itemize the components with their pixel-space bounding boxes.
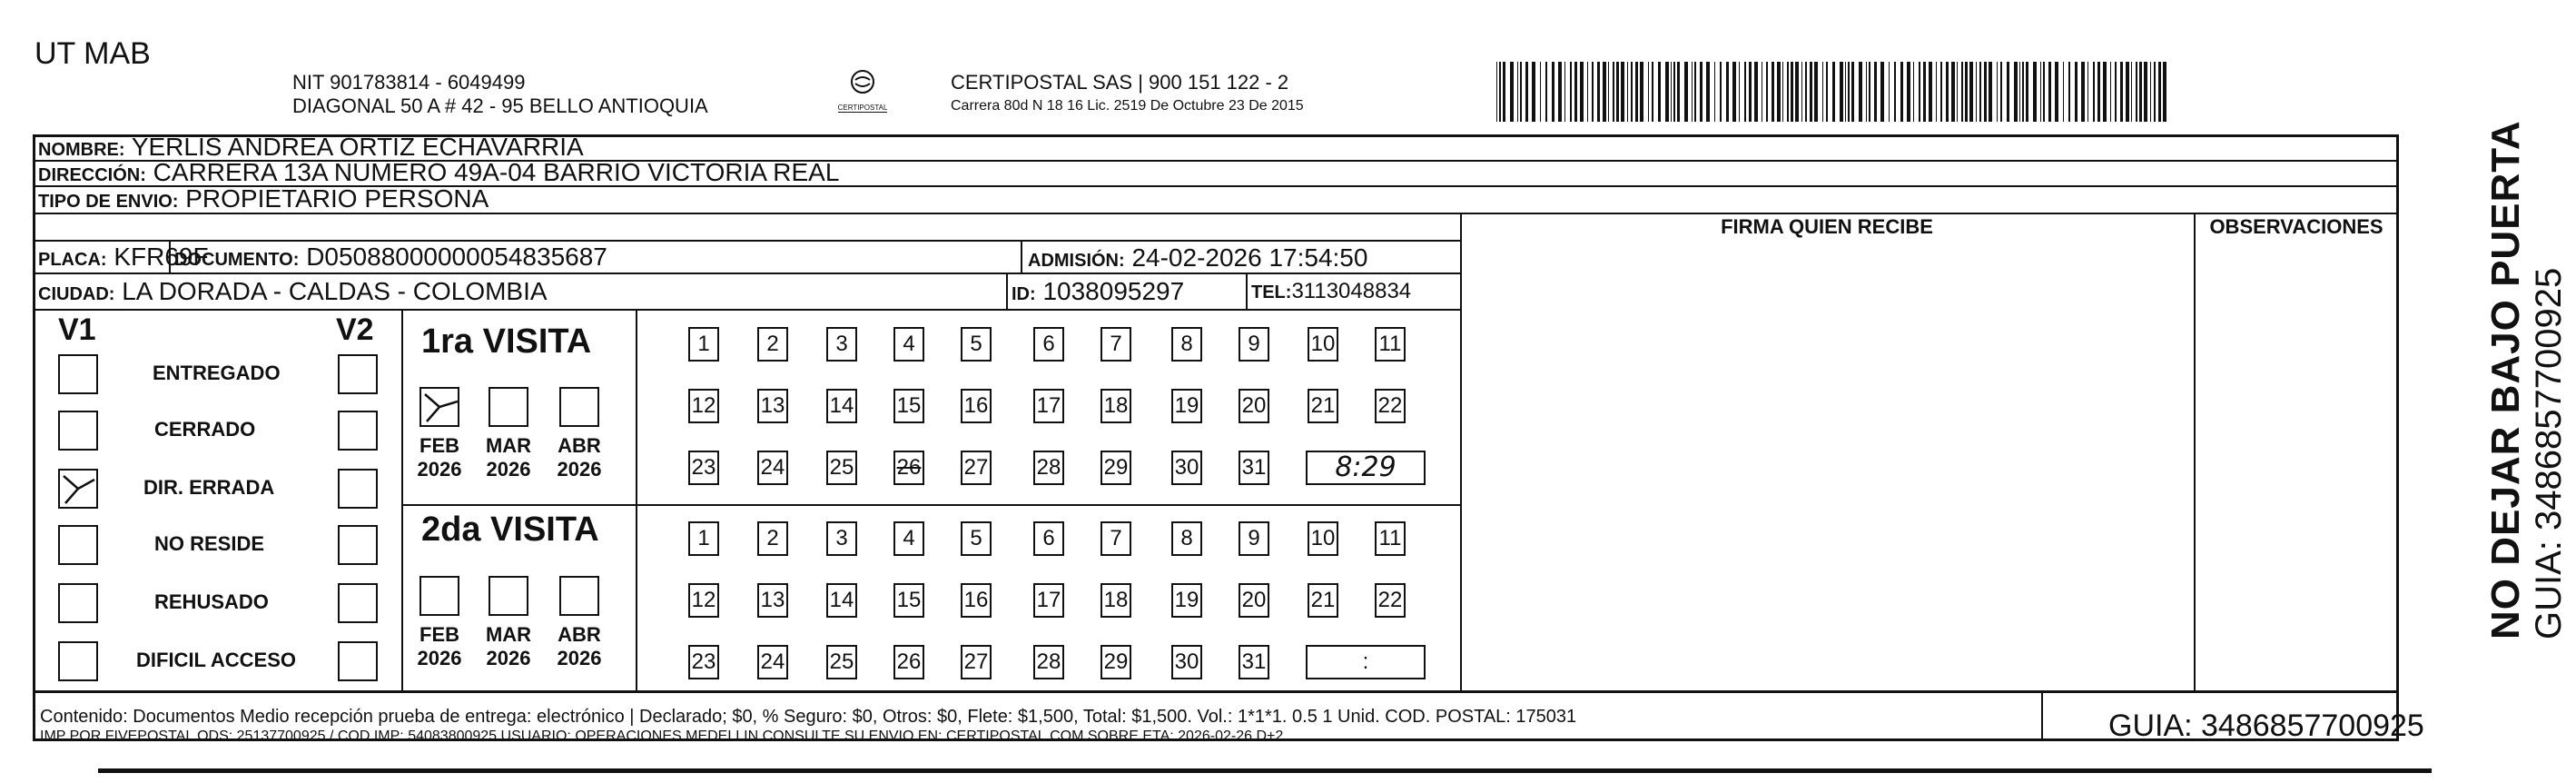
barcode-bar xyxy=(1621,62,1624,122)
month-year: 2026 xyxy=(486,458,531,481)
day-box[interactable]: 14 xyxy=(826,583,857,618)
barcode-bar xyxy=(1640,62,1643,122)
nit-line: NIT 901783814 - 6049499 xyxy=(292,71,526,94)
barcode-bar xyxy=(1648,62,1649,122)
day-box[interactable]: 13 xyxy=(757,583,788,618)
day-box[interactable]: 4 xyxy=(893,521,924,556)
nombre-label: NOMBRE: xyxy=(38,140,125,160)
visit2-title: 2da VISITA xyxy=(421,510,599,549)
v1-checkbox[interactable] xyxy=(58,469,98,509)
rule xyxy=(1246,273,1248,309)
v2-checkbox[interactable] xyxy=(338,641,378,681)
month-checkbox[interactable] xyxy=(419,576,459,616)
barcode-bar xyxy=(1848,62,1850,122)
barcode-bar xyxy=(2103,62,2107,122)
day-box[interactable]: 1 xyxy=(688,327,719,362)
no-dejar-notice: NO DEJAR BAJO PUERTA xyxy=(2483,120,2528,639)
day-box[interactable]: 24 xyxy=(757,645,788,679)
barcode-bar xyxy=(1694,62,1696,122)
day-box[interactable]: 23 xyxy=(688,645,719,679)
day-box[interactable]: 11 xyxy=(1375,521,1406,556)
day-box[interactable]: 10 xyxy=(1308,521,1338,556)
day-box[interactable]: 28 xyxy=(1033,645,1064,679)
month-label xyxy=(547,434,612,481)
barcode-bar xyxy=(1929,62,1932,122)
barcode-bar xyxy=(1545,62,1547,122)
day-box[interactable]: 5 xyxy=(961,327,992,362)
barcode-bar xyxy=(1496,62,1497,122)
status-label: NO RESIDE xyxy=(154,532,265,555)
day-box[interactable]: 19 xyxy=(1171,583,1202,618)
v1-label: V1 xyxy=(58,312,96,347)
tipo-label: TIPO DE ENVIO: xyxy=(38,192,179,212)
month-year: 2026 xyxy=(486,647,531,669)
barcode-bar xyxy=(1499,62,1501,122)
barcode-bar xyxy=(1936,62,1937,122)
day-box[interactable]: 4 xyxy=(893,327,924,362)
barcode-bar xyxy=(1720,62,1722,122)
barcode-bar xyxy=(1597,62,1600,122)
time-separator: : xyxy=(1362,649,1369,674)
barcode-bar xyxy=(2163,62,2166,122)
tel-label: TEL: xyxy=(1251,282,1292,302)
placa-value: KFR69F xyxy=(114,243,209,271)
barcode-bar xyxy=(2007,62,2009,122)
barcode-bar xyxy=(1919,62,1920,122)
barcode-bar xyxy=(1997,62,1998,122)
day-box[interactable]: 1 xyxy=(688,521,719,556)
barcode-bar xyxy=(1532,62,1535,122)
day-box[interactable]: 18 xyxy=(1100,389,1131,423)
day-box[interactable]: 7 xyxy=(1100,327,1131,362)
barcode-bar xyxy=(1810,62,1812,122)
month-checkbox[interactable] xyxy=(489,576,528,616)
barcode-bar xyxy=(2055,62,2058,122)
day-box[interactable]: 5 xyxy=(961,521,992,556)
barcode-bar xyxy=(2040,62,2041,122)
rule xyxy=(401,309,403,690)
month-name: MAR xyxy=(485,434,532,457)
admision-label: ADMISIÓN: xyxy=(1028,251,1125,271)
signature-header: FIRMA QUIEN RECIBE xyxy=(1721,215,1933,238)
barcode-bar xyxy=(1976,62,1977,122)
month-name: ABR xyxy=(558,434,601,457)
v2-checkbox[interactable] xyxy=(338,411,378,451)
day-box[interactable]: 24 xyxy=(757,451,788,485)
barcode-bar xyxy=(1732,62,1736,122)
day-box[interactable]: 3 xyxy=(826,327,857,362)
day-box[interactable]: 15 xyxy=(893,583,924,618)
barcode-bar xyxy=(1580,62,1584,122)
barcode-bar xyxy=(2019,62,2020,122)
v1-checkbox[interactable] xyxy=(58,411,98,451)
barcode-bar xyxy=(1613,62,1614,122)
barcode-bar xyxy=(1889,62,1890,122)
id-field xyxy=(1012,277,1184,306)
month-year: 2026 xyxy=(417,458,462,481)
address-field xyxy=(38,158,839,187)
barcode-bar xyxy=(1979,62,1981,122)
company-info xyxy=(292,71,708,118)
barcode-bar xyxy=(1700,62,1703,122)
barcode-bar xyxy=(1503,62,1505,122)
day-box[interactable]: 19 xyxy=(1171,389,1202,423)
barcode-bar xyxy=(1671,62,1672,122)
ciudad-value: LA DORADA - CALDAS - COLOMBIA xyxy=(122,277,548,305)
barcode-bar xyxy=(2158,62,2161,122)
barcode-bar xyxy=(1832,62,1835,122)
footer-info xyxy=(40,707,1576,747)
day-box[interactable]: 16 xyxy=(961,583,992,618)
barcode-bar xyxy=(2120,62,2123,122)
barcode-bar xyxy=(1984,62,1987,122)
day-box[interactable]: 30 xyxy=(1171,645,1202,679)
v1-checkbox[interactable] xyxy=(58,641,98,681)
day-box[interactable]: 2 xyxy=(757,521,788,556)
certipostal-logo xyxy=(822,69,903,116)
city-field xyxy=(38,277,548,306)
ciudad-label: CIUDAD: xyxy=(38,284,115,304)
barcode-bar xyxy=(2026,62,2028,122)
print-info-line: IMP POR FIVEPOSTAL ODS: 25137700925 / COD.IMP: 54083800925 USUARIO: OPERACIONES MEDELLIN CONSULTE SU ENVIO EN: CERTIPOSTAL.COM SOBRE ETA: 2026-02-26 D+2 xyxy=(40,728,1284,744)
barcode-bar xyxy=(1658,62,1661,122)
day-box[interactable]: 8 xyxy=(1171,327,1202,362)
barcode-bar xyxy=(2075,62,2078,122)
day-box[interactable]: 8 xyxy=(1171,521,1202,556)
barcode-bar xyxy=(1558,62,1562,122)
day-box[interactable]: 20 xyxy=(1239,389,1269,423)
day-box[interactable]: 11 xyxy=(1375,327,1406,362)
day-box[interactable]: 27 xyxy=(961,645,992,679)
v1-checkbox[interactable] xyxy=(58,354,98,394)
tel-value: 3113048834 xyxy=(1291,279,1412,303)
status-label: REHUSADO xyxy=(154,590,269,613)
tipo-value: PROPIETARIO PERSONA xyxy=(185,184,489,213)
day-box[interactable]: 12 xyxy=(688,583,719,618)
barcode-bar xyxy=(1859,62,1862,122)
barcode-bar xyxy=(1777,62,1781,122)
barcode-bar xyxy=(2033,62,2037,122)
day-box[interactable]: 15 xyxy=(893,389,924,423)
barcode-bar xyxy=(1874,62,1877,122)
day-box[interactable]: 17 xyxy=(1033,583,1064,618)
month-year: 2026 xyxy=(557,647,602,669)
barcode-bar xyxy=(1814,62,1818,122)
barcode-bar xyxy=(1801,62,1802,122)
barcode-bar xyxy=(1616,62,1619,122)
day-box[interactable]: 7 xyxy=(1100,521,1131,556)
barcode-bar xyxy=(2068,62,2070,122)
barcode-bar xyxy=(2000,62,2002,122)
barcode-bar xyxy=(1869,62,1870,122)
month-name: FEB xyxy=(419,434,459,457)
barcode-bar xyxy=(1749,62,1752,122)
barcode-bar xyxy=(1946,62,1949,122)
day-box[interactable]: 18 xyxy=(1100,583,1131,618)
time-box[interactable] xyxy=(1306,451,1426,485)
barcode-bar xyxy=(1520,62,1522,122)
day-box[interactable]: 13 xyxy=(757,389,788,423)
carrier-line: CERTIPOSTAL SAS | 900 151 122 - 2 xyxy=(951,71,1289,94)
barcode-bar xyxy=(1951,62,1955,122)
barcode-bar xyxy=(1894,62,1896,122)
barcode-bar xyxy=(1552,62,1554,122)
placa-label: PLACA: xyxy=(38,250,107,270)
bottom-rule xyxy=(98,768,2432,773)
time-box[interactable] xyxy=(1306,645,1426,679)
barcode-bar xyxy=(2115,62,2117,122)
barcode-bar xyxy=(1880,62,1884,122)
barcode-bar xyxy=(1940,62,1942,122)
barcode-bar xyxy=(1957,62,1958,122)
barcode-bar xyxy=(1822,62,1823,122)
v2-checkbox[interactable] xyxy=(338,583,378,623)
day-box[interactable]: 26 xyxy=(893,645,924,679)
month-label xyxy=(407,434,472,481)
month-name: MAR xyxy=(485,623,532,646)
barcode-bar xyxy=(1665,62,1669,122)
barcode-bar xyxy=(1574,62,1577,122)
id-value: 1038095297 xyxy=(1042,277,1185,305)
barcode-bar xyxy=(2131,62,2132,122)
direccion-value: CARRERA 13A NUMERO 49A-04 BARRIO VICTORIA REAL xyxy=(153,158,840,186)
day-box[interactable]: 6 xyxy=(1033,521,1064,556)
barcode-bar xyxy=(2144,62,2147,122)
day-box[interactable]: 23 xyxy=(688,451,719,485)
barcode-bar xyxy=(1673,62,1675,122)
barcode-bar xyxy=(1608,62,1609,122)
day-box[interactable]: 16 xyxy=(961,389,992,423)
barcode-bar xyxy=(1754,62,1758,122)
barcode-bar xyxy=(1851,62,1854,122)
barcode-bar xyxy=(1866,62,1867,122)
month-name: FEB xyxy=(419,623,459,646)
rule xyxy=(1021,240,1022,273)
barcode-bar xyxy=(2139,62,2142,122)
barcode-bar xyxy=(1510,62,1514,122)
barcode-bar xyxy=(1627,62,1628,122)
day-box[interactable]: 25 xyxy=(826,645,857,679)
barcode-bar xyxy=(2097,62,2100,122)
day-box[interactable]: 26 xyxy=(893,451,924,485)
barcode-bar xyxy=(1603,62,1606,122)
barcode-bar xyxy=(2154,62,2156,122)
month-name: ABR xyxy=(558,623,601,646)
day-box[interactable]: 27 xyxy=(961,451,992,485)
barcode-bar xyxy=(2043,62,2045,122)
barcode-bar xyxy=(1900,62,1903,122)
day-box[interactable]: 29 xyxy=(1100,645,1131,679)
document-field xyxy=(174,243,607,272)
logo-text: CERTIPOSTAL xyxy=(837,104,888,112)
phone-field xyxy=(1251,279,1411,304)
observations-header: OBSERVACIONES xyxy=(2209,215,2384,238)
barcode-bar xyxy=(1969,62,1973,122)
month-checkbox[interactable] xyxy=(559,576,599,616)
barcode-bar xyxy=(1540,62,1541,122)
day-box[interactable]: 31 xyxy=(1239,451,1269,485)
nombre-value: YERLIS ANDREA ORTIZ ECHAVARRIA xyxy=(131,133,584,161)
rule xyxy=(2041,690,2043,741)
month-checkbox[interactable] xyxy=(489,387,528,427)
barcode-bar xyxy=(2014,62,2018,122)
logo-icon xyxy=(844,69,881,98)
barcode-bar xyxy=(1772,62,1774,122)
address-line: DIAGONAL 50 A # 42 - 95 BELLO ANTIOQUIA xyxy=(292,94,708,117)
documento-value: D05088000000054835687 xyxy=(306,243,607,271)
day-box[interactable]: 14 xyxy=(826,389,857,423)
day-box[interactable]: 3 xyxy=(826,521,857,556)
admision-value: 24-02-2026 17:54:50 xyxy=(1131,243,1368,272)
barcode-bar xyxy=(1840,62,1843,122)
v2-checkbox[interactable] xyxy=(338,525,378,565)
barcode-bar xyxy=(1791,62,1793,122)
day-box[interactable]: 9 xyxy=(1239,327,1269,362)
day-box[interactable]: 21 xyxy=(1308,583,1338,618)
barcode-bar xyxy=(1692,62,1693,122)
barcode-bar xyxy=(1739,62,1740,122)
rule xyxy=(2194,213,2196,690)
barcode-bar xyxy=(1652,62,1653,122)
rule xyxy=(1006,273,1008,309)
handwritten-time: 8:29 xyxy=(1335,451,1397,483)
barcode-bar xyxy=(1913,62,1914,122)
month-label xyxy=(407,623,472,670)
day-box[interactable]: 6 xyxy=(1033,327,1064,362)
status-label: CERRADO xyxy=(154,418,256,441)
barcode-bar xyxy=(1684,62,1688,122)
month-checkbox[interactable] xyxy=(559,387,599,427)
admission-field xyxy=(1028,243,1367,273)
day-box[interactable]: 2 xyxy=(757,327,788,362)
barcode-bar xyxy=(1805,62,1807,122)
month-label xyxy=(476,623,541,670)
barcode-bar xyxy=(2110,62,2111,122)
visit1-title: 1ra VISITA xyxy=(421,322,592,361)
barcode-bar xyxy=(2126,62,2129,122)
barcode-bar xyxy=(2081,62,2085,122)
barcode-bar xyxy=(1706,62,1710,122)
rule xyxy=(33,690,2399,693)
day-box[interactable]: 30 xyxy=(1171,451,1202,485)
day-box[interactable]: 22 xyxy=(1375,583,1406,618)
day-box[interactable]: 17 xyxy=(1033,389,1064,423)
contents-line: Contenido: Documentos Medio recepción prueba de entrega: electrónico | Declarado; $0, % Seguro: $0, Otros: $0, Flete: $1,500, Total: $1,500. Vol.: 1*1*1. 0.5 1 Unid. COD. POSTAL: 175031 xyxy=(40,707,1577,727)
company-name: UT MAB xyxy=(35,36,151,71)
rule xyxy=(636,309,637,690)
month-year: 2026 xyxy=(557,458,602,481)
side-guia: GUIA: 3486857700925 xyxy=(2529,267,2569,639)
day-box[interactable]: 28 xyxy=(1033,451,1064,485)
day-box[interactable]: 21 xyxy=(1308,389,1338,423)
barcode-bar xyxy=(1923,62,1926,122)
v2-checkbox[interactable] xyxy=(338,354,378,394)
tracking-number: GUIA: 3486857700925 xyxy=(2108,709,2424,743)
barcode-bar xyxy=(1845,62,1846,122)
rule xyxy=(401,504,1460,506)
documento-label: DOCUMENTO: xyxy=(174,250,300,270)
day-box[interactable]: 10 xyxy=(1308,327,1338,362)
barcode-bar xyxy=(1677,62,1680,122)
month-year: 2026 xyxy=(417,647,462,669)
barcode-bar xyxy=(2048,62,2051,122)
v1-checkbox[interactable] xyxy=(58,583,98,623)
rule xyxy=(1460,213,1462,690)
month-label xyxy=(547,623,612,670)
direccion-label: DIRECCIÓN: xyxy=(38,165,146,185)
barcode-bar xyxy=(1989,62,1992,122)
day-box[interactable]: 22 xyxy=(1375,389,1406,423)
carrier-info xyxy=(951,71,1304,118)
day-box[interactable]: 9 xyxy=(1239,521,1269,556)
day-box[interactable]: 29 xyxy=(1100,451,1131,485)
id-label: ID: xyxy=(1012,284,1036,304)
v2-label: V2 xyxy=(336,312,374,347)
barcode-bar xyxy=(1965,62,1968,122)
month-label xyxy=(476,434,541,481)
barcode-bar xyxy=(1907,62,1910,122)
rule xyxy=(33,240,1460,242)
barcode-bar xyxy=(1766,62,1768,122)
status-label: ENTREGADO xyxy=(153,362,281,384)
barcode xyxy=(1496,62,2168,122)
barcode-bar xyxy=(2093,62,2095,122)
barcode-bar xyxy=(1564,62,1565,122)
barcode-bar xyxy=(1795,62,1799,122)
v2-checkbox[interactable] xyxy=(338,469,378,509)
status-label: DIR. ERRADA xyxy=(143,476,275,499)
barcode-bar xyxy=(1726,62,1729,122)
barcode-bar xyxy=(1587,62,1588,122)
shipment-type-field xyxy=(38,184,489,213)
day-box[interactable]: 25 xyxy=(826,451,857,485)
barcode-bar xyxy=(1782,62,1783,122)
barcode-bar xyxy=(1517,62,1518,122)
barcode-bar xyxy=(1635,62,1638,122)
barcode-bar xyxy=(2150,62,2151,122)
barcode-bar xyxy=(2022,62,2024,122)
barcode-bar xyxy=(1744,62,1746,122)
v1-checkbox[interactable] xyxy=(58,525,98,565)
day-box[interactable]: 12 xyxy=(688,389,719,423)
barcode-bar xyxy=(1570,62,1572,122)
barcode-bar xyxy=(1714,62,1715,122)
side-notice xyxy=(2483,120,2570,639)
license-line: Carrera 80d N 18 16 Lic. 2519 De Octubre 23 De 2015 xyxy=(951,98,1304,114)
rule xyxy=(33,309,1460,311)
barcode-bar xyxy=(2063,62,2064,122)
status-label: DIFICIL ACCESO xyxy=(136,649,297,671)
barcode-bar xyxy=(1631,62,1633,122)
barcode-bar xyxy=(1592,62,1594,122)
day-box[interactable]: 20 xyxy=(1239,583,1269,618)
barcode-bar xyxy=(1826,62,1828,122)
month-checkbox[interactable] xyxy=(419,387,459,427)
day-box[interactable]: 31 xyxy=(1239,645,1269,679)
barcode-bar xyxy=(1525,62,1528,122)
barcode-bar xyxy=(1787,62,1789,122)
barcode-bar xyxy=(1961,62,1963,122)
barcode-bar xyxy=(2087,62,2088,122)
barcode-bar xyxy=(2136,62,2137,122)
